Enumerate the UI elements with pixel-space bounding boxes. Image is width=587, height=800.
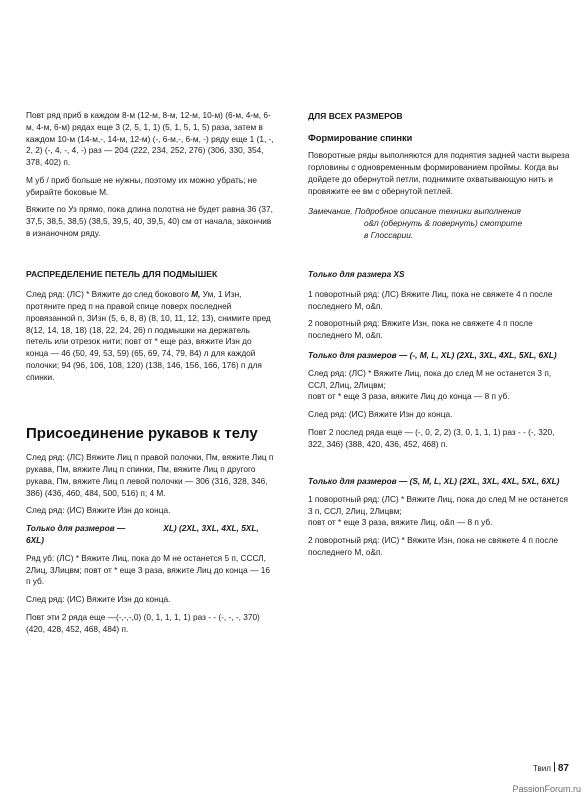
- m-group-paragraph-3: Повт 2 послед ряда еще — (-, 0, 2, 2) (3, 0, 1, 1, 1) раз - - (-, 320, 322, 346) (388, 420, 436, 452, 468) п.: [308, 426, 555, 449]
- s-group-paragraph-2: 2 поворотный ряд: (ИС) * Вяжите Изн, пока не свяжете 4 п после последнего М, о&п.: [308, 535, 559, 557]
- m-group-text-a: След ряд: (ЛС) * Вяжите Лиц, пока до след М не останется 3 п, ССЛ, 2Лиц, 2Лицвм;: [308, 367, 552, 390]
- footer-divider: [554, 762, 555, 772]
- m-group-text-b: повт от * еще 3 раза, вяжите Лиц до конца — 8 п уб.: [308, 391, 510, 402]
- armhole-section: [26, 268, 276, 389]
- armhole-marker: М,: [191, 289, 201, 300]
- intro-section: [26, 110, 276, 246]
- s-group-heading: Только для размеров — (S, M, L, XL) (2XL, 3XL, 4XL, 5XL, 6XL): [308, 476, 560, 486]
- sleeves-paragraph-3: Ряд уб: (ЛС) * Вяжите Лиц, пока до М не останется 5 п, СССЛ, 2Лиц, 3Лицвм; повт от * еще 3 раза, вяжите Лиц до конца — 16 п уб.: [26, 552, 270, 587]
- sleeves-sizes-heading: [26, 523, 276, 547]
- armhole-text-b: Ум, 1 Изн, протяните пред п на правой спице поверх последней провязанной п, ЗИзн (5, 6, 8, 8) (8, 10, 11, 12, 13), снимите пред 8(12, 14, 18, 18) (18, 22, 24, 26) п подмышки на держатель петель или отрезок нити; повт от * еще раз, вяжите Изн до конца — 46 (50, 49, 53, 59) (65, 69, 74, 79, 84) л для каждой полочки; 94 (96, 106, 108, 120) (138, 146, 156, 166, 176) п для спинки.: [26, 289, 271, 382]
- note-line-3: в Глоссарии.: [364, 229, 414, 240]
- armhole-text-a: След ряд: (ЛС) * Вяжите до след бокового: [26, 289, 192, 300]
- sizes-heading-a: Только для размеров —: [26, 523, 126, 534]
- sleeves-paragraph-2: След ряд: (ИС) Вяжите Изн до конца.: [26, 505, 171, 516]
- sleeves-heading: Присоединение рукавов к телу: [26, 425, 258, 442]
- intro-paragraph-2: М уб / приб больше не нужны, поэтому их можно убрать; не убирайте боковые М.: [26, 174, 257, 197]
- page-footer: [533, 762, 569, 776]
- m-group-paragraph-1: [308, 368, 570, 403]
- technique-note: [308, 206, 570, 241]
- sleeves-paragraph-5: Повт эти 2 ряда еще —(-,-,-,0) (0, 1, 1, 1, 1) раз - - (-, -, -, 370) (420, 428, 452, 468, 484) п.: [26, 611, 260, 634]
- xs-paragraph-1: 1 поворотный ряд: (ЛС) Вяжите Лиц, пока не свяжете 4 п после последнего М, о&п.: [308, 288, 553, 311]
- m-group-paragraph-2: След ряд: (ИС) Вяжите Изн до конца.: [308, 409, 453, 420]
- s-group-text-b: повт от * еще 3 раза, вяжите Лиц, о&п — 8 п уб.: [308, 517, 493, 528]
- note-line-2: о&п (обернуть & повернуть) смотрите: [364, 218, 523, 229]
- m-group-heading: Только для размеров — (-, M, L, XL) (2XL, 3XL, 4XL, 5XL, 6XL): [308, 350, 557, 360]
- s-group-paragraph-1: [308, 494, 570, 529]
- m-group-section: [308, 350, 570, 456]
- page-number: 87: [557, 762, 569, 774]
- sleeves-section: [26, 423, 276, 641]
- sleeves-paragraph-4: След ряд: (ИС) Вяжите Изн до конца.: [26, 594, 171, 605]
- armhole-paragraph: [26, 289, 276, 383]
- s-group-section: [308, 476, 570, 565]
- intro-paragraph-1: Повт ряд приб в каждом 8-м (12-м, 8-м, 12-м, 10-м) (6-м, 4-м, 6-м, 4-м, 6-м) рядах еще 3 (2, 5, 1, 1) (5, 1, 5, 1, 5) раза, затем в каждом 10-м (14-м,-, 14-м, 12-м) (-, 6-м,-, 6-м, -) ряду еще 1 (1, -, 2, 2) (-, 4, -, 4, -) раз — 204 (222, 234, 252, 276) (306, 330, 354, 378, 402) п.: [26, 110, 274, 168]
- note-line-1: Замечание. Подробное описание техники выполнения: [308, 206, 521, 217]
- xs-section: [308, 269, 570, 348]
- armhole-heading: РАСПРЕДЕЛЕНИЕ ПЕТЕЛЬ ДЛЯ ПОДМЫШЕК: [26, 269, 218, 279]
- watermark: PassionForum.ru: [512, 784, 581, 795]
- xs-heading: Только для размера XS: [308, 269, 405, 279]
- sizes-heading-b: XL) (2XL, 3XL, 4XL, 5XL, 6XL): [26, 523, 259, 545]
- back-heading: Формирование спинки: [308, 133, 413, 144]
- sleeves-paragraph-1: След ряд: (ЛС) Вяжите Лиц п правой полочки, Пм, вяжите Лиц п рукава, Пм, вяжите Лиц п спинки, Пм, вяжите Лиц п другого рукава, Пм, вяжите Лиц п левой полочки — 306 (316, 328, 346, 386) (436, 460, 484, 500, 516) п; 4 М.: [26, 452, 274, 498]
- back-paragraph: Поворотные ряды выполняются для поднятия задней части выреза горловины с одновременным формированием проймы. Когда вы дойдете до обернутой петли, поднимите охватывающую нить и провяжите ее вм с обернутой петлей.: [308, 150, 570, 196]
- magazine-name: Твил: [532, 763, 551, 773]
- all-sizes-heading: ДЛЯ ВСЕХ РАЗМЕРОВ: [308, 111, 403, 121]
- xs-paragraph-2: 2 поворотный ряд: Вяжите Изн, пока не свяжете 4 п после последнего М, о&п.: [308, 318, 533, 341]
- back-section: [308, 110, 570, 248]
- intro-paragraph-3: Вяжите по Уз прямо, пока длина полотна не будет равна 36 (37, 37,5, 38,5, 38,5) (38,5, 39,5, 40, 39,5, 40) см от начала, закончив в изнаночном ряду.: [26, 204, 273, 239]
- s-group-text-a: 1 поворотный ряд: (ЛС) * Вяжите Лиц, пока до след М не останется 3 п, ССЛ, 2Лиц, 2Лицвм;: [308, 493, 568, 516]
